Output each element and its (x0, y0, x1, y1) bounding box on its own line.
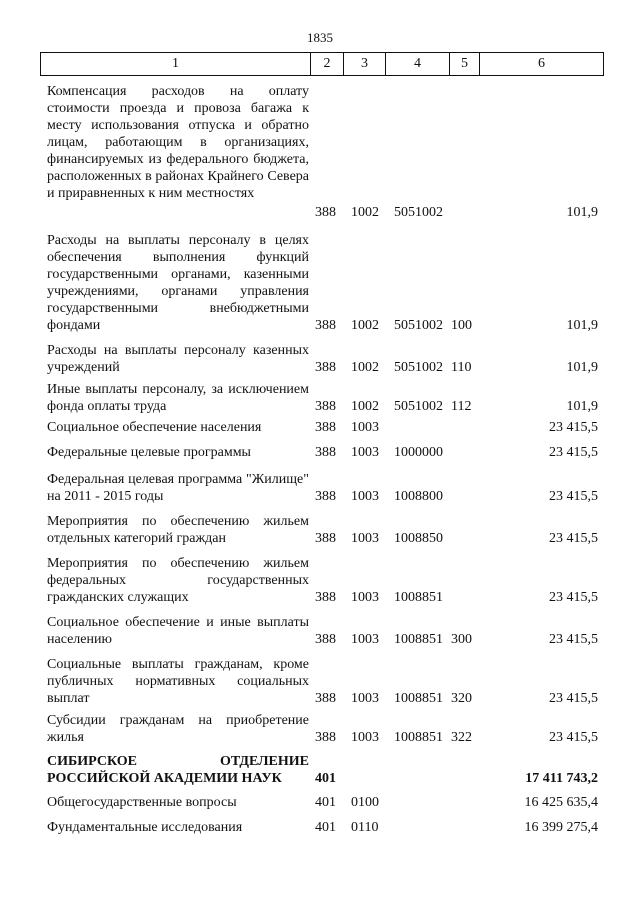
table-row (0, 342, 640, 376)
row-name: Расходы на выплаты персоналу казенных учреждений (47, 343, 309, 375)
row-sum: 23 415,5 (549, 691, 598, 706)
row-csr: 1000000 (394, 445, 443, 460)
row-rzpr: 1002 (351, 318, 379, 333)
row-sum: 101,9 (566, 399, 598, 414)
row-ved: 401 (315, 820, 336, 835)
row-rzpr: 1002 (351, 360, 379, 375)
table-row (0, 232, 640, 334)
row-sum: 101,9 (566, 205, 598, 220)
row-ved: 388 (315, 420, 336, 435)
row-csr: 5051002 (394, 318, 443, 333)
row-name: Мероприятия по обеспечению жильем отдельных категорий граждан (47, 514, 309, 546)
row-rzpr: 1002 (351, 399, 379, 414)
row-csr: 1008851 (394, 590, 443, 605)
row-ved: 388 (315, 730, 336, 745)
row-vr: 112 (451, 399, 472, 414)
table-row (0, 656, 640, 707)
row-ved: 388 (315, 590, 336, 605)
row-name: Субсидии гражданам на приобретение жилья (47, 713, 309, 745)
row-rzpr: 1003 (351, 691, 379, 706)
row-rzpr: 1003 (351, 445, 379, 460)
row-csr: 1008851 (394, 730, 443, 745)
row-sum: 23 415,5 (549, 632, 598, 647)
row-rzpr: 0110 (351, 820, 379, 835)
row-sum: 101,9 (566, 360, 598, 375)
row-vr: 322 (451, 730, 472, 745)
row-sum: 23 415,5 (549, 730, 598, 745)
row-rzpr: 0100 (351, 795, 379, 810)
row-sum: 17 411 743,2 (525, 771, 598, 786)
row-rzpr: 1003 (351, 489, 379, 504)
row-name: Федеральные целевые программы (47, 445, 251, 460)
row-ved: 401 (315, 771, 336, 786)
row-csr: 1008800 (394, 489, 443, 504)
table-row (0, 471, 640, 505)
row-name: Общегосударственные вопросы (47, 795, 237, 810)
header-col-2: 2 (311, 53, 344, 75)
table-row (0, 419, 640, 436)
row-ved: 401 (315, 795, 336, 810)
row-ved: 388 (315, 632, 336, 647)
row-ved: 388 (315, 531, 336, 546)
header-col-4: 4 (386, 53, 450, 75)
row-sum: 16 399 275,4 (524, 820, 598, 835)
table-row (0, 614, 640, 648)
row-sum: 23 415,5 (549, 420, 598, 435)
table-row (0, 712, 640, 746)
table-header (40, 52, 604, 76)
row-sum: 16 425 635,4 (524, 795, 598, 810)
row-rzpr: 1003 (351, 531, 379, 546)
header-col-6: 6 (538, 56, 545, 71)
page-number: 1835 (307, 30, 333, 45)
row-name: СИБИРСКОЕ ОТДЕЛЕНИЕ РОССИЙСКОЙ АКАДЕМИИ НАУК (47, 754, 309, 786)
row-csr: 5051002 (394, 399, 443, 414)
table-row (0, 83, 640, 221)
row-csr: 1008851 (394, 691, 443, 706)
table-row (0, 381, 640, 415)
row-sum: 23 415,5 (549, 445, 598, 460)
row-rzpr: 1002 (351, 205, 379, 220)
row-vr: 100 (451, 318, 472, 333)
row-rzpr: 1003 (351, 590, 379, 605)
table-row (0, 794, 640, 811)
row-ved: 388 (315, 318, 336, 333)
row-name: Иные выплаты персоналу, за исключением фонда оплаты труда (47, 382, 309, 414)
row-csr: 5051002 (394, 205, 443, 220)
row-name: Социальные выплаты гражданам, кроме публичных нормативных социальных выплат (47, 657, 309, 706)
row-name: Социальное обеспечение и иные выплаты населению (47, 615, 309, 647)
header-col-3: 3 (344, 53, 386, 75)
row-sum: 101,9 (566, 318, 598, 333)
table-row (0, 513, 640, 547)
row-name: Федеральная целевая программа "Жилище" на 2011 - 2015 годы (47, 472, 309, 504)
row-name: Мероприятия по обеспечению жильем федеральных государственных гражданских служащих (47, 556, 309, 605)
row-csr: 5051002 (394, 360, 443, 375)
row-sum: 23 415,5 (549, 489, 598, 504)
row-ved: 388 (315, 360, 336, 375)
row-rzpr: 1003 (351, 632, 379, 647)
row-vr: 300 (451, 632, 472, 647)
row-name: Компенсация расходов на оплату стоимости проезда и провоза багажа к месту использования отпуска и обратно лицам, работающим в организациях, финансируемых из федерального бюджета, расположенных в районах Крайнего Севера и приравненных к ним местностях (47, 84, 309, 201)
row-vr: 320 (451, 691, 472, 706)
row-ved: 388 (315, 489, 336, 504)
row-sum: 23 415,5 (549, 590, 598, 605)
row-ved: 388 (315, 205, 336, 220)
header-col-5: 5 (450, 53, 480, 75)
table-row (0, 753, 640, 787)
row-name: Расходы на выплаты персоналу в целях обеспечения выполнения функций государственными органами, казенными учреждениями, органами управления государственными внебюджетными фондами (47, 233, 309, 333)
row-sum: 23 415,5 (549, 531, 598, 546)
row-csr: 1008850 (394, 531, 443, 546)
row-ved: 388 (315, 399, 336, 414)
row-name: Фундаментальные исследования (47, 820, 243, 835)
row-vr: 110 (451, 360, 472, 375)
table-row (0, 555, 640, 606)
row-csr: 1008851 (394, 632, 443, 647)
table-row (0, 819, 640, 836)
row-rzpr: 1003 (351, 730, 379, 745)
row-ved: 388 (315, 691, 336, 706)
row-rzpr: 1003 (351, 420, 379, 435)
row-name: Социальное обеспечение населения (47, 420, 262, 435)
row-ved: 388 (315, 445, 336, 460)
table-row (0, 444, 640, 461)
header-col-1: 1 (41, 53, 311, 75)
